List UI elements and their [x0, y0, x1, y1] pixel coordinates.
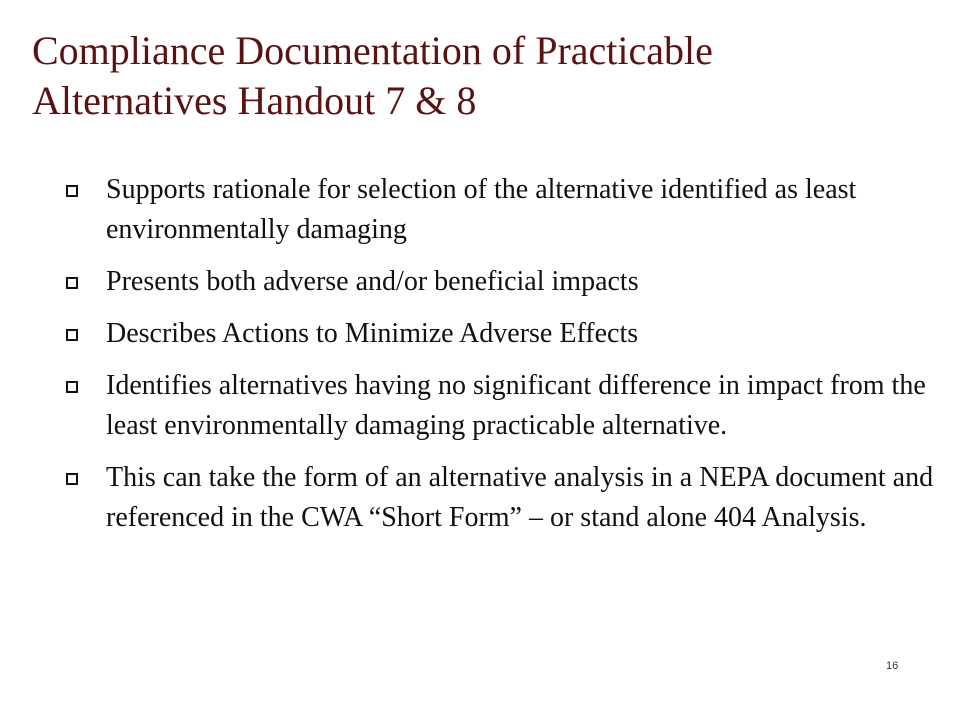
- hollow-square-bullet-icon: [66, 185, 78, 197]
- bullet-item: [58, 458, 938, 538]
- slide-title-line-2: Alternatives Handout 7 & 8: [32, 78, 477, 123]
- bullet-item: [58, 262, 938, 302]
- bullet-item: [58, 366, 938, 446]
- bullet-text: Presents both adverse and/or beneficial impacts: [106, 266, 639, 297]
- bullet-item: [58, 314, 938, 354]
- hollow-square-bullet-icon: [66, 329, 78, 341]
- page-number: 16: [886, 660, 899, 672]
- bullet-text: Identifies alternatives having no significant difference in impact from the least environmentally damaging practicable alternative.: [106, 370, 926, 441]
- bullet-text: Supports rationale for selection of the alternative identified as least environmentally damaging: [106, 174, 857, 245]
- bullet-list: [58, 170, 938, 550]
- slide-title: [32, 26, 932, 126]
- hollow-square-bullet-icon: [66, 277, 78, 289]
- hollow-square-bullet-icon: [66, 381, 78, 393]
- bullet-item: [58, 170, 938, 250]
- bullet-text: This can take the form of an alternative analysis in a NEPA document and referenced in the CWA “Short Form” – or stand alone 404 Analysis.: [106, 462, 934, 533]
- hollow-square-bullet-icon: [66, 473, 78, 485]
- bullet-text: Describes Actions to Minimize Adverse Effects: [106, 318, 639, 349]
- slide-title-line-1: Compliance Documentation of Practicable: [32, 28, 713, 73]
